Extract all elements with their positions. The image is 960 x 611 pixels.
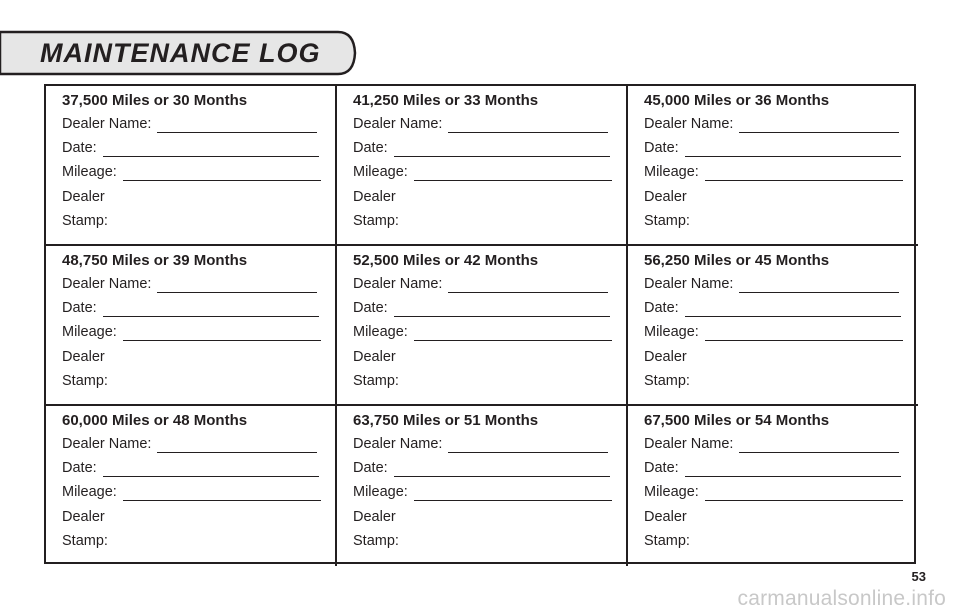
- dealer-label: Dealer: [353, 348, 396, 365]
- log-entry-title: 56,250 Miles or 45 Months: [644, 252, 830, 269]
- dealer-name-label: Dealer Name:: [62, 436, 152, 452]
- mileage-label: Mileage:: [644, 324, 699, 341]
- mileage-field: [353, 164, 626, 181]
- dealer-name-field: [62, 436, 335, 453]
- dealer-name-blank-line[interactable]: [448, 117, 608, 133]
- dealer-name-label: Dealer Name:: [62, 276, 152, 292]
- stamp-label: Stamp:: [62, 212, 108, 229]
- date-field: [62, 140, 335, 157]
- mileage-label: Mileage:: [62, 164, 117, 181]
- log-entry-title: 48,750 Miles or 39 Months: [62, 252, 248, 269]
- dealer-label: Dealer: [644, 508, 687, 525]
- mileage-blank-line[interactable]: [705, 165, 903, 181]
- dealer-name-blank-line[interactable]: [448, 437, 608, 453]
- date-field: [644, 140, 918, 157]
- stamp-label: Stamp:: [353, 372, 399, 389]
- dealer-name-blank-line[interactable]: [739, 437, 899, 453]
- log-entry-title: 52,500 Miles or 42 Months: [353, 252, 539, 269]
- stamp-label: Stamp:: [62, 372, 108, 389]
- dealer-label: Dealer: [62, 188, 105, 205]
- date-blank-line[interactable]: [685, 301, 901, 317]
- mileage-blank-line[interactable]: [414, 325, 612, 341]
- log-entry-title: 41,250 Miles or 33 Months: [353, 92, 539, 109]
- watermark: carmanualsonline.info: [737, 587, 946, 610]
- dealer-name-label: Dealer Name:: [353, 436, 443, 452]
- date-field: [353, 140, 626, 157]
- dealer-name-field: [353, 116, 626, 133]
- date-label: Date:: [353, 460, 388, 477]
- mileage-label: Mileage:: [353, 164, 408, 181]
- date-blank-line[interactable]: [103, 461, 319, 477]
- date-blank-line[interactable]: [103, 301, 319, 317]
- stamp-label: Stamp:: [644, 372, 690, 389]
- stamp-label: Stamp:: [353, 212, 399, 229]
- mileage-field: [62, 484, 335, 501]
- stamp-label: Stamp:: [353, 532, 399, 549]
- dealer-name-label: Dealer Name:: [353, 116, 443, 132]
- dealer-name-field: [62, 276, 335, 293]
- maintenance-log-table: [44, 84, 916, 564]
- mileage-blank-line[interactable]: [414, 165, 612, 181]
- date-label: Date:: [644, 300, 679, 317]
- log-entry: [628, 246, 918, 406]
- mileage-blank-line[interactable]: [414, 485, 612, 501]
- dealer-label: Dealer: [644, 348, 687, 365]
- dealer-label: Dealer: [353, 508, 396, 525]
- stamp-label: Stamp:: [644, 212, 690, 229]
- log-entry: [46, 86, 337, 246]
- dealer-name-blank-line[interactable]: [448, 277, 608, 293]
- mileage-blank-line[interactable]: [705, 485, 903, 501]
- dealer-label: Dealer: [353, 188, 396, 205]
- log-entry: [46, 406, 337, 566]
- mileage-label: Mileage:: [62, 484, 117, 501]
- dealer-name-blank-line[interactable]: [157, 277, 317, 293]
- mileage-field: [353, 324, 626, 341]
- mileage-field: [353, 484, 626, 501]
- log-entry-title: 60,000 Miles or 48 Months: [62, 412, 248, 429]
- mileage-field: [644, 484, 918, 501]
- mileage-blank-line[interactable]: [705, 325, 903, 341]
- stamp-label: Stamp:: [62, 532, 108, 549]
- date-label: Date:: [62, 460, 97, 477]
- date-field: [353, 460, 626, 477]
- dealer-name-label: Dealer Name:: [62, 116, 152, 132]
- mileage-field: [644, 164, 918, 181]
- date-blank-line[interactable]: [394, 301, 610, 317]
- mileage-blank-line[interactable]: [123, 485, 321, 501]
- date-label: Date:: [62, 140, 97, 157]
- log-entry-title: 67,500 Miles or 54 Months: [644, 412, 830, 429]
- date-label: Date:: [353, 300, 388, 317]
- stamp-label: Stamp:: [644, 532, 690, 549]
- log-entry: [337, 86, 628, 246]
- mileage-label: Mileage:: [644, 484, 699, 501]
- dealer-name-label: Dealer Name:: [644, 276, 734, 292]
- log-entry: [628, 406, 918, 566]
- dealer-name-field: [644, 116, 918, 133]
- dealer-name-field: [644, 276, 918, 293]
- log-entry: [46, 246, 337, 406]
- date-field: [644, 300, 918, 317]
- date-field: [62, 300, 335, 317]
- date-label: Date:: [353, 140, 388, 157]
- mileage-label: Mileage:: [62, 324, 117, 341]
- page-number: 53: [911, 569, 926, 584]
- date-label: Date:: [644, 140, 679, 157]
- dealer-label: Dealer: [62, 508, 105, 525]
- date-blank-line[interactable]: [685, 141, 901, 157]
- log-entry: [628, 86, 918, 246]
- dealer-name-label: Dealer Name:: [644, 436, 734, 452]
- dealer-name-blank-line[interactable]: [157, 437, 317, 453]
- mileage-label: Mileage:: [644, 164, 699, 181]
- dealer-name-blank-line[interactable]: [739, 277, 899, 293]
- date-field: [644, 460, 918, 477]
- mileage-label: Mileage:: [353, 484, 408, 501]
- log-entry-title: 37,500 Miles or 30 Months: [62, 92, 248, 109]
- date-field: [353, 300, 626, 317]
- mileage-label: Mileage:: [353, 324, 408, 341]
- dealer-name-label: Dealer Name:: [644, 116, 734, 132]
- date-label: Date:: [644, 460, 679, 477]
- log-entry: [337, 406, 628, 566]
- mileage-blank-line[interactable]: [123, 165, 321, 181]
- log-entry-title: 45,000 Miles or 36 Months: [644, 92, 830, 109]
- mileage-blank-line[interactable]: [123, 325, 321, 341]
- date-label: Date:: [62, 300, 97, 317]
- dealer-name-blank-line[interactable]: [157, 117, 317, 133]
- log-entry-title: 63,750 Miles or 51 Months: [353, 412, 539, 429]
- dealer-name-field: [353, 276, 626, 293]
- dealer-name-label: Dealer Name:: [353, 276, 443, 292]
- date-blank-line[interactable]: [103, 141, 319, 157]
- section-banner: [0, 30, 358, 76]
- mileage-field: [62, 164, 335, 181]
- date-blank-line[interactable]: [685, 461, 901, 477]
- dealer-label: Dealer: [644, 188, 687, 205]
- mileage-field: [644, 324, 918, 341]
- dealer-name-field: [353, 436, 626, 453]
- date-blank-line[interactable]: [394, 461, 610, 477]
- page-title: MAINTENANCE LOG: [40, 38, 321, 68]
- dealer-name-field: [62, 116, 335, 133]
- date-blank-line[interactable]: [394, 141, 610, 157]
- dealer-name-field: [644, 436, 918, 453]
- mileage-field: [62, 324, 335, 341]
- date-field: [62, 460, 335, 477]
- log-entry: [337, 246, 628, 406]
- dealer-name-blank-line[interactable]: [739, 117, 899, 133]
- dealer-label: Dealer: [62, 348, 105, 365]
